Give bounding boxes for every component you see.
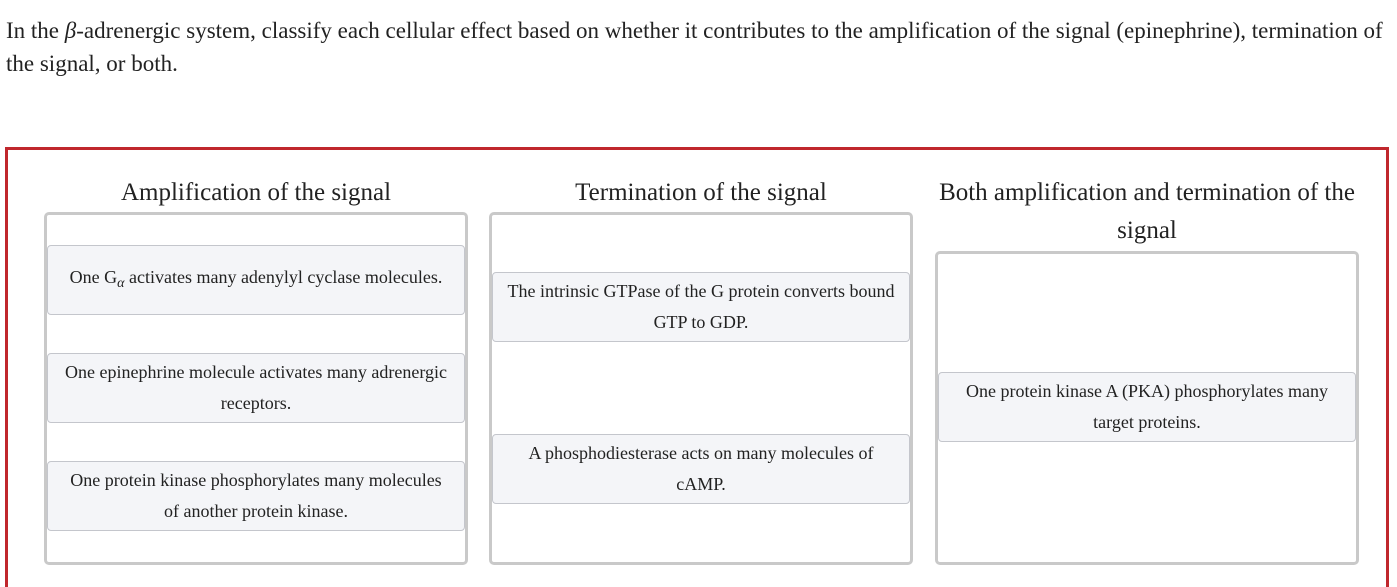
draggable-card[interactable] [47,461,465,531]
question-suffix: -adrenergic system, classify each cellular effect based on whether it contributes to the amplification of the signal (epinephrine), termination of the signal, or both. [6,18,1383,76]
draggable-card[interactable] [492,434,910,504]
column-title-both: Both amplification and termination of the signal [939,179,1355,244]
card-text-post: activates many adenylyl cyclase molecules. [124,266,443,287]
question-text [6,14,1386,80]
drop-zone-amplification[interactable] [44,212,468,565]
draggable-card[interactable] [47,245,465,315]
card-text: A phosphodiesterase acts on many molecules of cAMP. [528,443,874,494]
card-text: One protein kinase phosphorylates many molecules of another protein kinase. [70,470,442,521]
draggable-card[interactable] [938,372,1356,442]
card-text [70,262,443,299]
card-text-pre: One G [69,266,118,287]
drop-zone-termination[interactable] [489,212,913,565]
draggable-card[interactable] [47,353,465,423]
alpha-subscript: α [117,275,125,291]
column-title-termination: Termination of the signal [575,179,827,206]
question-prefix: In the [6,18,65,43]
sorting-panel [5,147,1389,587]
drop-zone-both[interactable] [935,251,1359,565]
card-text: One epinephrine molecule activates many adrenergic receptors. [65,362,447,413]
column-title-amplification: Amplification of the signal [120,179,392,206]
card-text: One protein kinase A (PKA) phosphorylates many target proteins. [966,381,1328,432]
card-text: The intrinsic GTPase of the G protein converts bound GTP to GDP. [507,281,895,332]
draggable-card[interactable] [492,272,910,342]
beta-symbol: β [64,18,77,43]
